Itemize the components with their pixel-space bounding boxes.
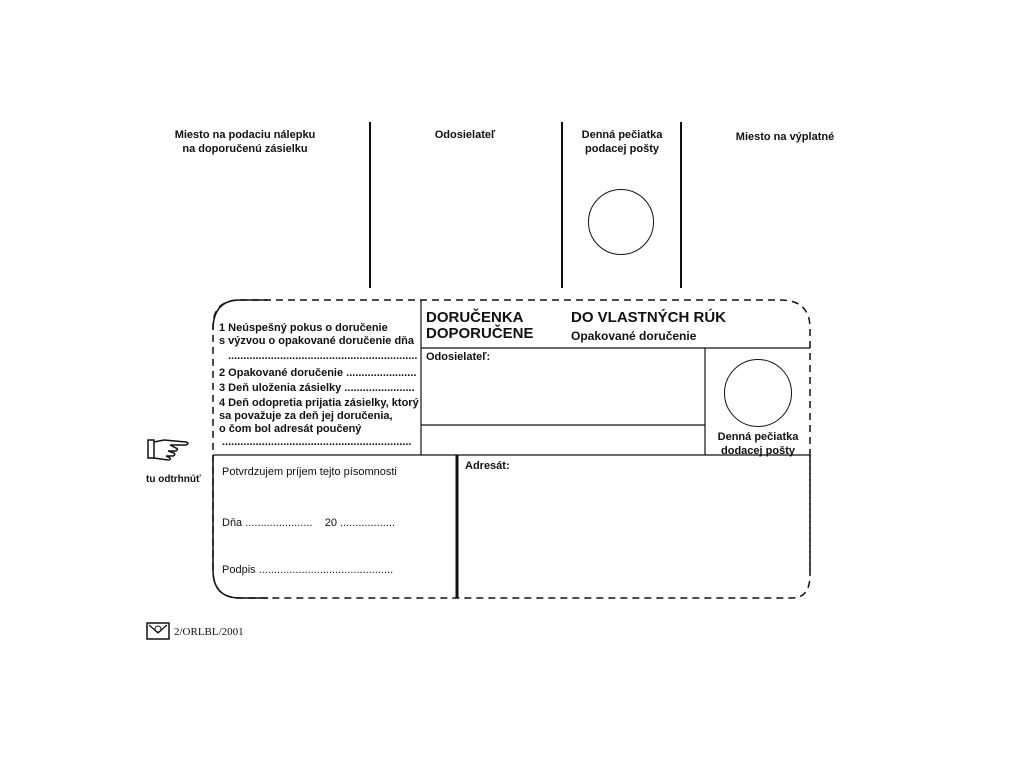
item-4-dots: .............................................................. <box>222 436 412 448</box>
postage-place-label: Miesto na výplatné <box>735 131 835 143</box>
signature-line: Podpis ............................................ <box>222 564 394 576</box>
title-right-1: DO VLASTNÝCH RÚK <box>571 309 727 326</box>
item-3: 3 Deň uloženia zásielky ....................... <box>219 382 415 394</box>
title-left-2: DOPORUČENE <box>426 325 534 342</box>
addressee-label: Adresát: <box>465 460 510 472</box>
title-left-1: DORUČENKA <box>426 309 524 326</box>
item-1-dots: .............................................................. <box>228 350 418 362</box>
postal-logo-icon <box>146 622 170 640</box>
sticker-place-label: Miesto na podaciu nálepku na doporučenú zásielku <box>174 129 316 155</box>
posting-stamp-label: Denná pečiatka podacej pošty <box>581 129 663 155</box>
item-2: 2 Opakované doručenie ....................... <box>219 367 417 379</box>
item-4: 4 Deň odopretia prijatia zásielky, ktorý sa považuje za deň jej doručenia, o čom bol adresát poučený <box>219 397 419 435</box>
sender-label: Odosielateľ: <box>426 351 491 363</box>
item-1: 1 Neúspešný pokus o doručenie s výzvou o opakované doručenie dňa <box>219 322 414 347</box>
date-line: Dňa ...................... 20 .................. <box>222 517 395 529</box>
title-right-2: Opakované doručenie <box>571 329 697 343</box>
delivery-stamp-circle <box>724 359 792 427</box>
pointing-hand-icon <box>146 436 192 464</box>
confirm-text: Potvrdzujem príjem tejto písomnosti <box>222 466 397 478</box>
form-code: 2/ORLBL/2001 <box>174 626 244 638</box>
delivery-stamp-label: Denná pečiatka dodacej pošty <box>717 431 799 457</box>
tear-label: tu odtrhnúť <box>146 474 201 485</box>
sender-top-label: Odosielateľ <box>434 129 496 141</box>
